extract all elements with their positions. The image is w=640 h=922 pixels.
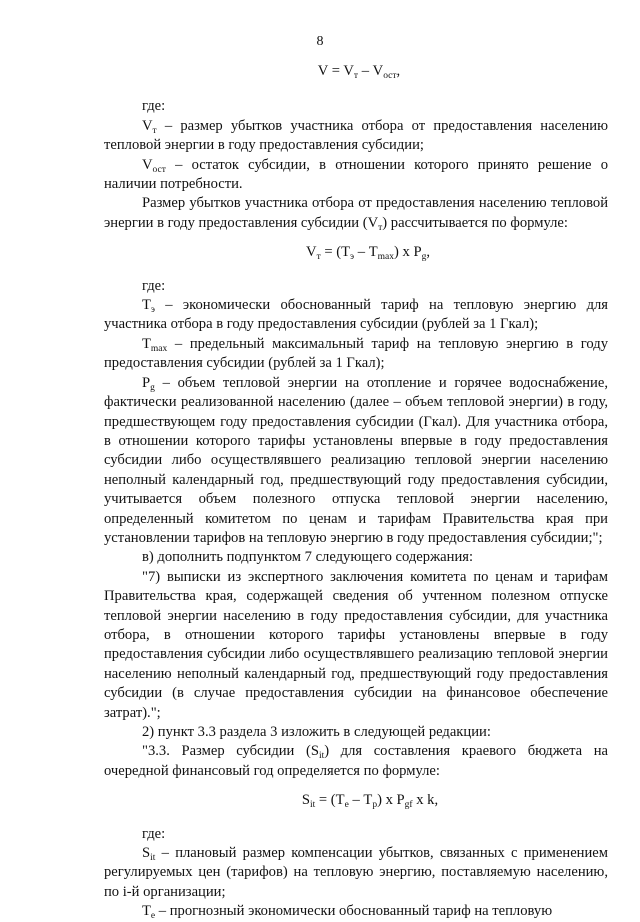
amendment-item-v: в) дополнить подпунктом 7 следующего содержания: [142, 549, 474, 566]
where-label-1: где: [142, 98, 166, 115]
definition-pg: $Р_g$ – объем тепловой энергии на отопление и горячее водоснабжение, фактически реализованной населению (далее – объем тепловой энергии) в году, предшествующем году предоставления субсидии (Гкал). Для участника отбора, в отношении которого тарифы установлены впервые в году предоставления субсидии либо осуществлявшего реализацию тепловой энергии населению неполный календарный год, предшествующий году предоставления субсидии, учитывается объем полезного отпуска тепловой энергии населению, определенный комитетом по ценам и тарифам Правительства края при установлении тарифов на тепловую энергию в году предоставления субсидии;"; [104, 374, 608, 546]
definition-vost: $V_{ост}$ – остаток субсидии, в отношении которого принято решение о наличии потребности. [104, 156, 608, 193]
formula-sit: $S_{it} = (Т_e - Т_p)$ х $Р_{gf}$ х k, [301, 792, 439, 811]
amendment-item-2: 2) пункт 3.3 раздела 3 изложить в следующей редакции: [142, 724, 491, 740]
definition-vt: $V_т$ – размер убытков участника отбора от предоставления населению тепловой энергии в году предоставления субсидии; [104, 117, 608, 154]
definition-sit: $S_{it}$ – плановый размер компенсации убытков, связанных с применением регулируемых цен (тарифов) на тепловую энергию, поставляемую населению, по i-й организации; [104, 845, 608, 900]
clause-3-3: "3.3. Размер субсидии $(S_{it})$ для составления краевого бюджета на очередной финансовый год определяется по формуле: [104, 743, 608, 779]
definition-te: $Т_э$ – экономически обоснованный тариф на тепловую энергию для участника отбора в году предоставления субсидии (рублей за 1 Гкал); [104, 297, 608, 333]
document-body [104, 60, 608, 922]
page-number: 8 [316, 34, 324, 49]
formula-vt: $V_т = (Т_э - Т_{max})$ х $Р_g$, [306, 244, 430, 263]
paragraph-losses-calc: Размер убытков участника отбора от предоставления населению тепловой энергии в году предоставления субсидии $(V_т)$ рассчитывается по формуле: [104, 195, 608, 233]
definition-tmax: $Т_{max}$ – предельный максимальный тариф на тепловую энергию в году предоставления субсидии (рублей за 1 Гкал); [104, 335, 608, 372]
formula-v: $V = V_т - V_{ост}$, [317, 63, 401, 81]
where-label-3: где: [142, 825, 166, 842]
amendment-subitem-7: "7) выписки из экспертного заключения комитета по ценам и тарифам Правительства края, содержащей сведения об учтенном полезном отпуске тепловой энергии населению в году предоставления субсидии, для участника отбора, в отношении которого тарифы установлены впервые в году предоставления субсидии либо осуществлявшего реализацию тепловой энергии населению неполный календарный год, предшествующий году предоставления субсидии (в случае предоставления субсидии на финансовое обеспечение затрат)."; [104, 568, 608, 721]
where-label-2: где: [142, 277, 166, 294]
definition-te-forecast: $Т_e$ – прогнозный экономически обоснованный тариф на тепловую [142, 903, 553, 922]
